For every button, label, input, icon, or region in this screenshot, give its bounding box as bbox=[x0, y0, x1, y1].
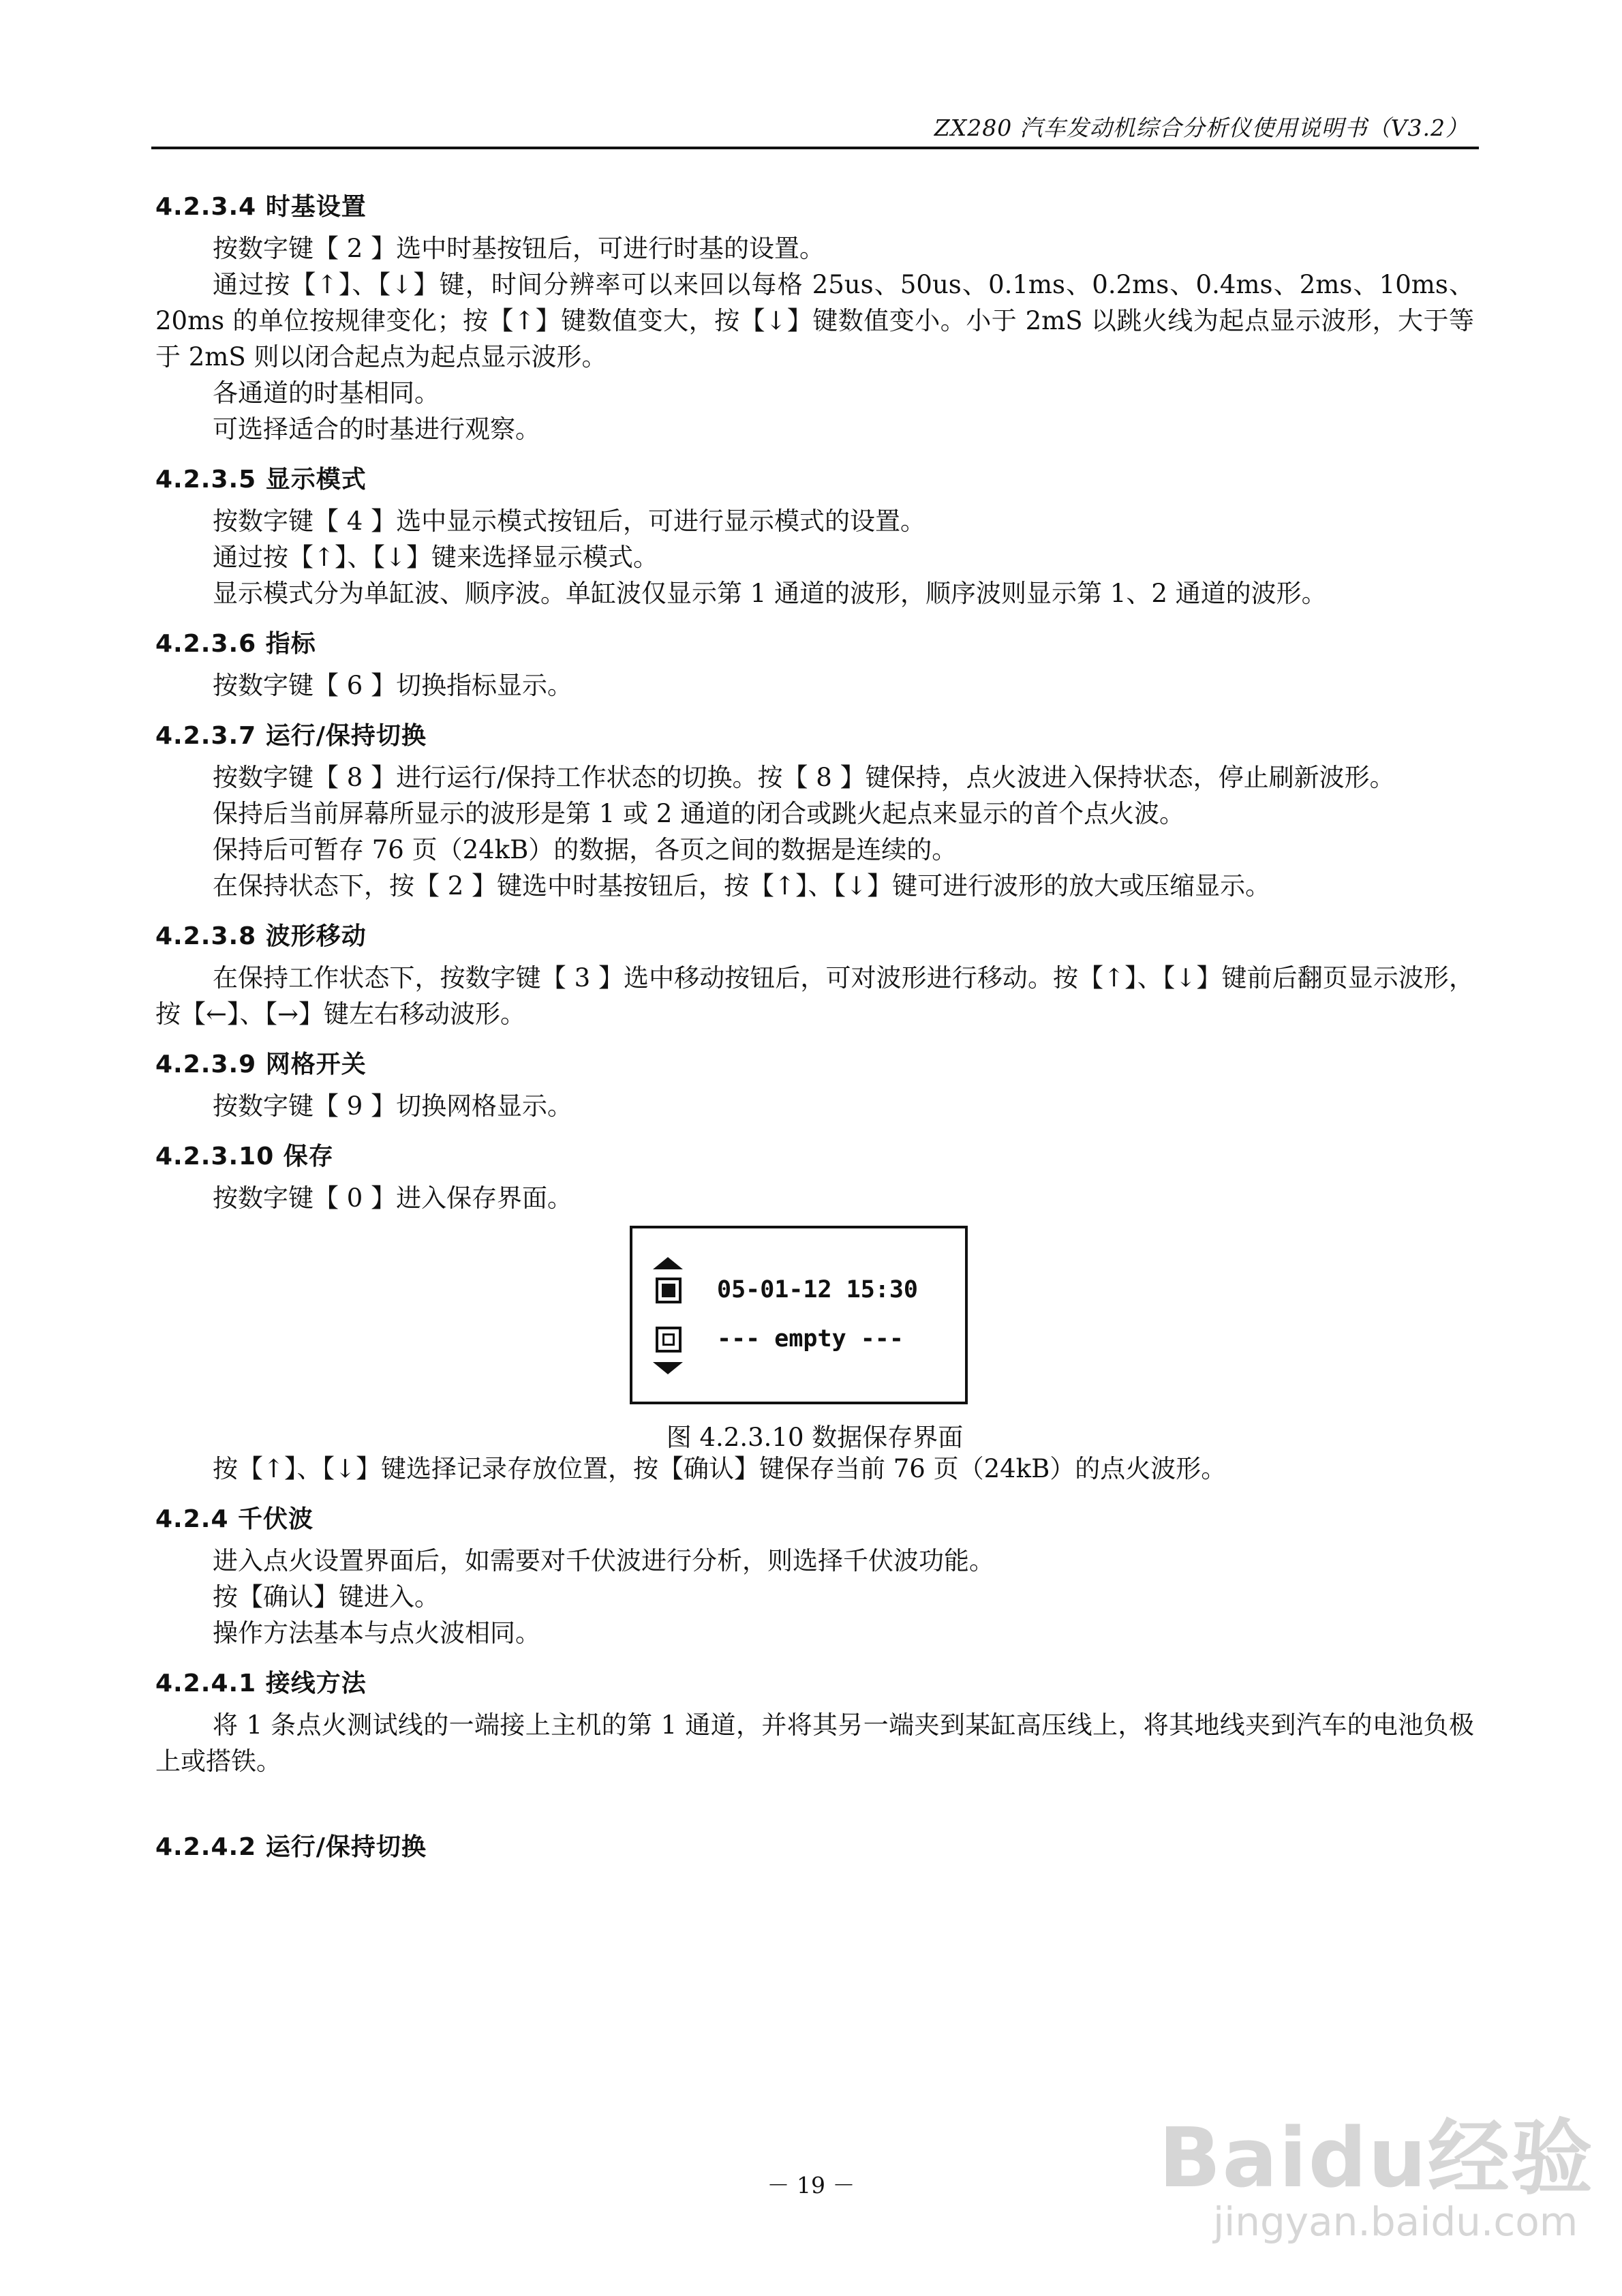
paragraph: 在保持状态下，按【 2 】键选中时基按钮后，按【↑】、【↓】键可进行波形的放大或压缩显示。 bbox=[213, 871, 1271, 901]
save-screen-figure bbox=[155, 1226, 1474, 1451]
paragraph: 通过按【↑】、【↓】键，时间分辨率可以来回以每格 25us、50us、0.1ms、0.2ms、0.4ms、2ms、10ms、20ms 的单位按规律变化；按【↑】键数值变大，按【↓】键数值变小。小于 2mS 以跳火线为起点显示波形，大于等于 2mS 则以闭合起点为起点显示波形。 bbox=[155, 270, 1474, 372]
header-divider bbox=[151, 147, 1479, 149]
paragraph: 保持后可暂存 76 页（24kB）的数据，各页之间的数据是连续的。 bbox=[213, 835, 958, 864]
paragraph: 操作方法基本与点火波相同。 bbox=[213, 1618, 540, 1648]
empty-slot-icon bbox=[656, 1327, 682, 1353]
section-heading: 4.2.3.4 时基设置 bbox=[155, 193, 367, 221]
paragraph: 按数字键【 4 】选中显示模式按钮后，可进行显示模式的设置。 bbox=[213, 507, 926, 536]
baidu-jingyan-watermark-logo: Baidu经验 bbox=[1159, 2111, 1594, 2206]
paragraph: 显示模式分为单缸波、顺序波。单缸波仅显示第 1 通道的波形，顺序波则显示第 1、2 通道的波形。 bbox=[213, 579, 1327, 608]
section-heading: 4.2.4.2 运行/保持切换 bbox=[155, 1833, 427, 1861]
paragraph: 按数字键【 8 】进行运行/保持工作状态的切换。按【 8 】键保持，点火波进入保持状态，停止刷新波形。 bbox=[213, 763, 1395, 792]
section-heading: 4.2.3.5 显示模式 bbox=[155, 466, 367, 494]
paragraph: 将 1 条点火测试线的一端接上主机的第 1 通道，并将其另一端夹到某缸高压线上，将其地线夹到汽车的电池负极上或搭铁。 bbox=[155, 1710, 1474, 1776]
paragraph: 可选择适合的时基进行观察。 bbox=[213, 414, 540, 444]
page-number: － 19 － bbox=[767, 2172, 855, 2199]
paragraph: 通过按【↑】、【↓】键来选择显示模式。 bbox=[213, 543, 659, 572]
section-heading: 4.2.3.6 指标 bbox=[155, 630, 316, 658]
paragraph: 按【确认】键进入。 bbox=[213, 1582, 440, 1612]
document-body bbox=[155, 184, 1474, 1871]
section-heading: 4.2.3.8 波形移动 bbox=[155, 922, 367, 950]
document-header-title: ZX280 汽车发动机综合分析仪使用说明书（V3.2） bbox=[934, 115, 1469, 141]
section-heading: 4.2.4.1 接线方法 bbox=[155, 1670, 367, 1697]
paragraph: 各通道的时基相同。 bbox=[213, 378, 440, 408]
paragraph: 在保持工作状态下，按数字键【 3 】选中移动按钮后，可对波形进行移动。按【↑】、【↓】键前后翻页显示波形，按【←】、【→】键左右移动波形。 bbox=[155, 963, 1474, 1029]
paragraph: 按数字键【 9 】切换网格显示。 bbox=[213, 1091, 573, 1121]
triangle-up-icon bbox=[653, 1257, 683, 1269]
figure-caption: 图 4.2.3.10 数据保存界面 bbox=[666, 1423, 964, 1452]
watermark-url: jingyan.baidu.com bbox=[1213, 2199, 1578, 2245]
section-heading: 4.2.3.7 运行/保持切换 bbox=[155, 722, 427, 750]
paragraph: 按数字键【 0 】进入保存界面。 bbox=[213, 1183, 573, 1213]
paragraph: 保持后当前屏幕所显示的波形是第 1 或 2 通道的闭合或跳火起点来显示的首个点火波。 bbox=[213, 799, 1185, 828]
lcd-save-screen bbox=[630, 1226, 968, 1404]
filled-slot-icon bbox=[656, 1278, 682, 1303]
paragraph: 按数字键【 2 】选中时基按钮后，可进行时基的设置。 bbox=[213, 234, 825, 263]
section-heading: 4.2.3.9 网格开关 bbox=[155, 1051, 367, 1078]
triangle-down-icon bbox=[653, 1362, 683, 1374]
paragraph: 按数字键【 6 】切换指标显示。 bbox=[213, 671, 573, 700]
section-heading: 4.2.3.10 保存 bbox=[155, 1143, 334, 1170]
paragraph: 进入点火设置界面后，如需要对千伏波进行分析，则选择千伏波功能。 bbox=[213, 1546, 994, 1575]
record-slot-1: 05-01-12 15:30 bbox=[717, 1276, 919, 1303]
paragraph: 按【↑】、【↓】键选择记录存放位置，按【确认】键保存当前 76 页（24kB）的点火波形。 bbox=[213, 1454, 1227, 1483]
section-heading: 4.2.4 千伏波 bbox=[155, 1505, 314, 1533]
record-slot-2: --- empty --- bbox=[717, 1325, 904, 1353]
